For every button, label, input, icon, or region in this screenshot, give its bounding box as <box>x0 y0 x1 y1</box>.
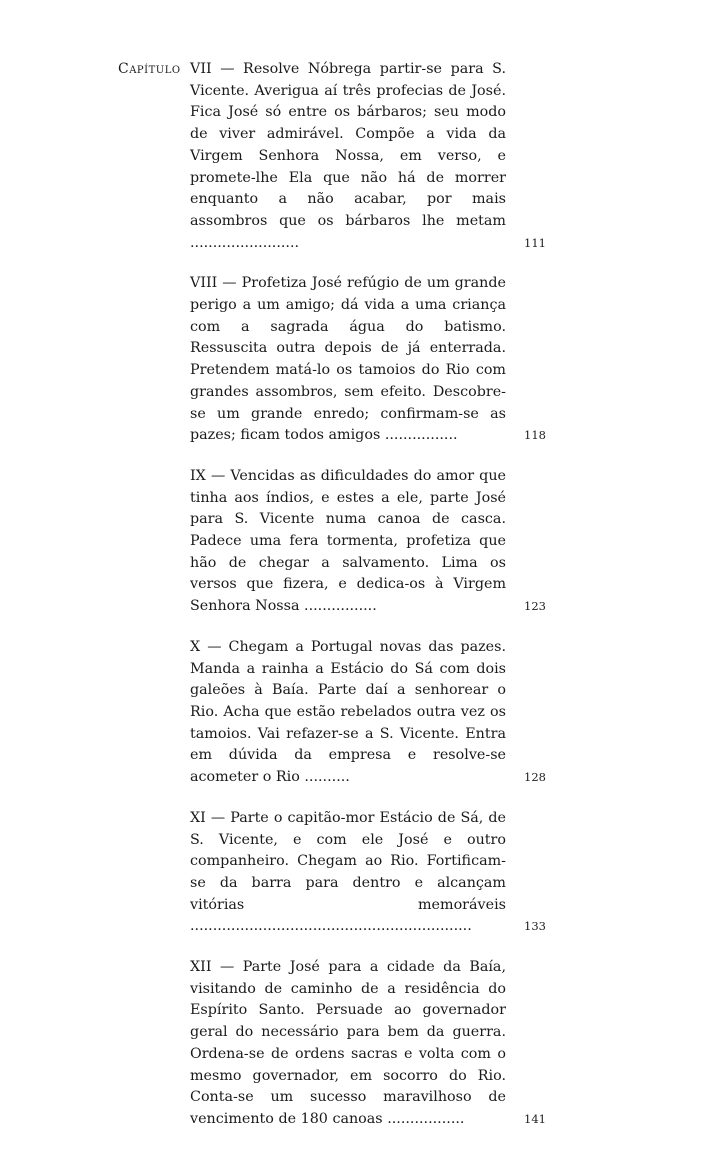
toc-entry-xii <box>190 957 546 1131</box>
toc-page-number: 133 <box>524 919 546 934</box>
toc-page-number: 128 <box>524 770 546 785</box>
toc-entry-text: XI — Parte o capitão-mor Estácio de Sá, de S. Vicente, e com ele José e outro companheiro. Chegam ao Rio. Fortificam-se da barra para dentro e alcançam vitórias memoráveis .............................................................. <box>190 809 506 935</box>
toc-page-number: 111 <box>524 235 546 250</box>
toc-page-number: 141 <box>524 1111 546 1126</box>
chapter-label: Capítulo <box>118 61 181 77</box>
toc-page-number: 123 <box>524 599 546 614</box>
toc-page-number: 118 <box>524 428 546 443</box>
table-of-contents <box>190 59 546 1150</box>
toc-entry-vii <box>190 59 546 254</box>
toc-entry-ix <box>190 466 546 618</box>
toc-entry-text: X — Chegam a Portugal novas das pazes. Manda a rainha a Estácio do Sá com dois galeões à Baía. Parte daí a senhorear o Rio. Acha que estão rebelados outra vez os tamoios. Vai refazer-se a S. Vicente. Entra em dúvida da empresa e resolve-se acometer o Rio .......... <box>190 638 506 786</box>
toc-entry-text: XII — Parte José para a cidade da Baía, visitando de caminho de a residência do Espírito Santo. Persuade ao governador geral do necessário para bem da guerra. Ordena-se de ordens sacras e volta com o mesmo governador, em socorro do Rio. Conta-se um sucesso maravilhoso de vencimento de 180 canoas ................. <box>190 959 506 1127</box>
toc-entry-xi <box>190 808 546 938</box>
toc-entry-text: VIII — Profetiza José refúgio de um grande perigo a um amigo; dá vida a uma criança com a sagrada água do batismo. Ressuscita outra depois de já enterrada. Pretendem matá-lo os tamoios do Rio com grandes assombros, sem efeito. Descobre-se um grande enredo; confirmam-se as pazes; ficam todos amigos ................ <box>190 275 506 444</box>
toc-entry-viii <box>190 273 546 447</box>
toc-entry-x <box>190 637 546 789</box>
toc-entry-text: IX — Vencidas as dificuldades do amor que tinha aos índios, e estes a ele, parte José para S. Vicente numa canoa de casca. Padece uma fera tormenta, profetiza que hão de chegar a salvamento. Lima os versos que fizera, e dedica-os à Virgem Senhora Nossa ................ <box>190 467 506 615</box>
toc-entry-text: VII — Resolve Nóbrega partir-se para S. Vicente. Averigua aí três profecias de José. Fica José só entre os bárbaros; seu modo de viver admirável. Compõe a vida da Virgem Senhora Nossa, em verso, e promete-lhe Ela que não há de morrer enquanto a não acabar, por mais assombros que os bárbaros lhe metam ........................ <box>190 61 506 251</box>
